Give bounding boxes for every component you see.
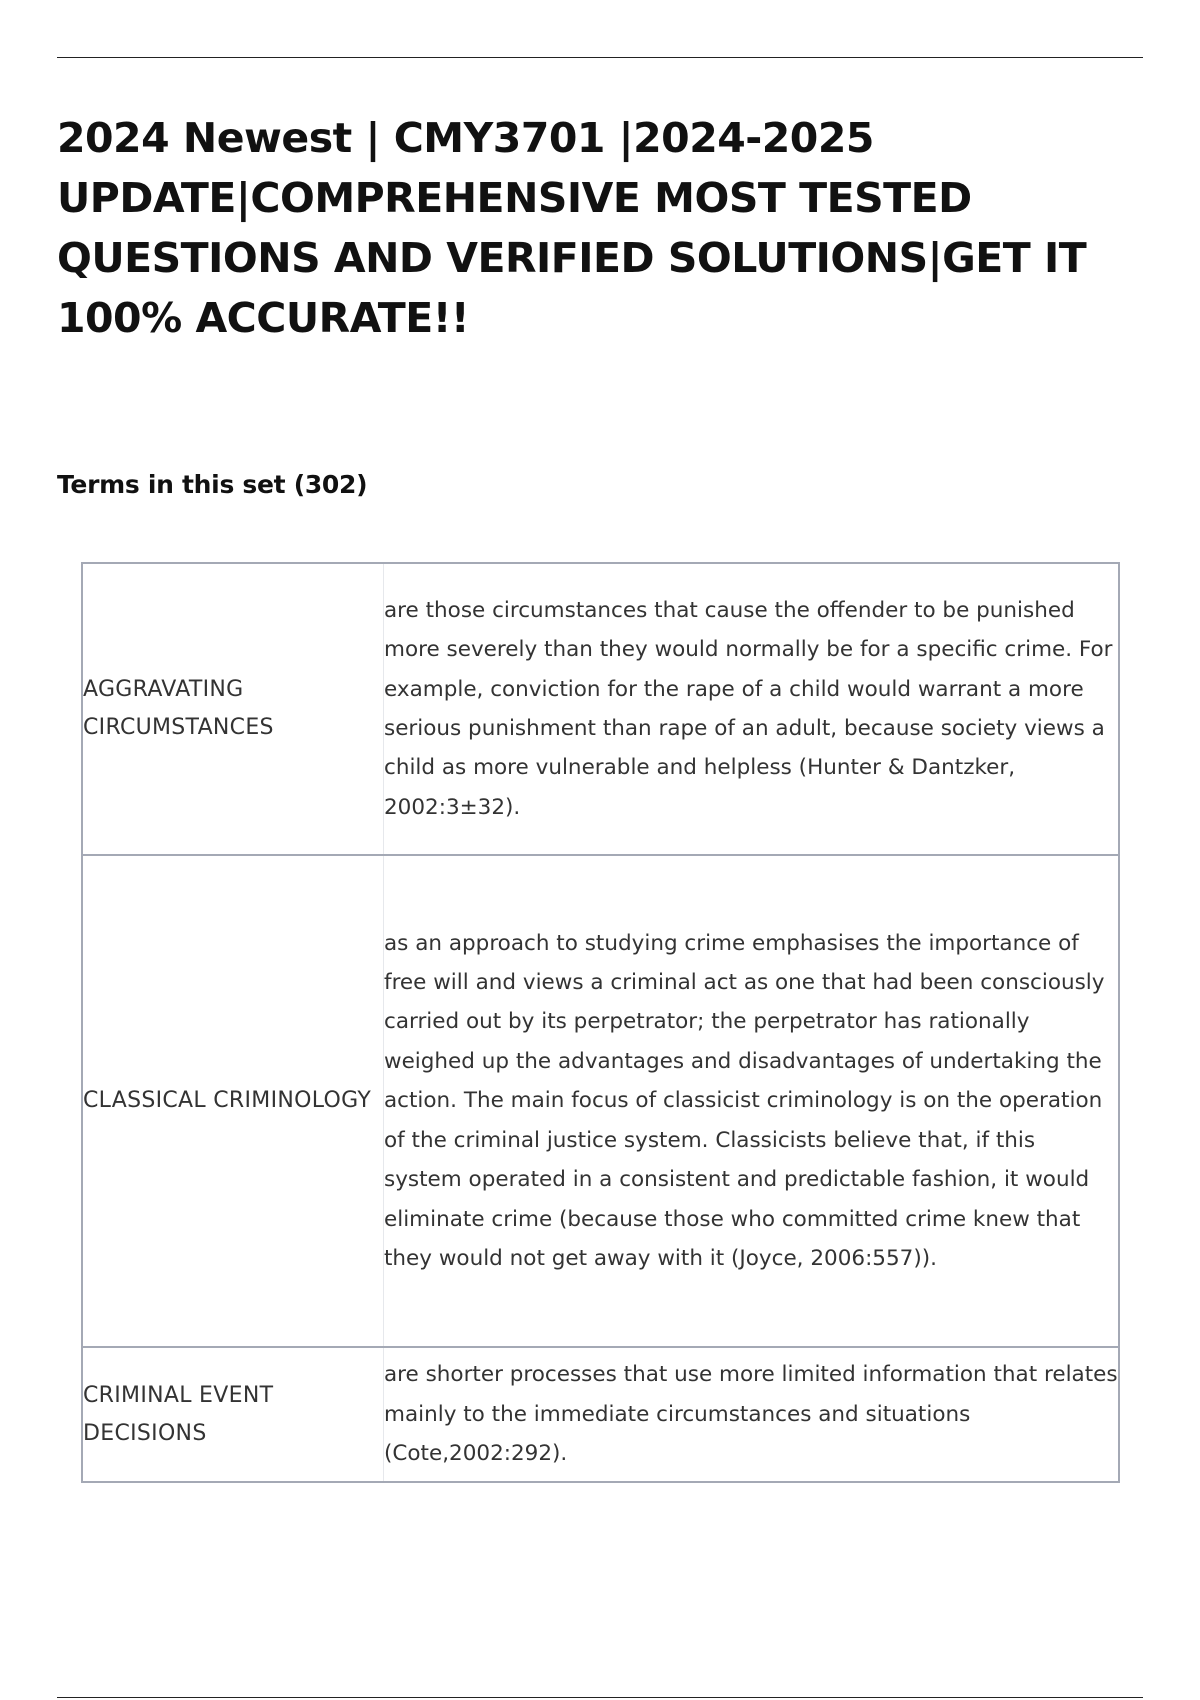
term-cell: CLASSICAL CRIMINOLOGY	[82, 855, 384, 1347]
definition-cell: as an approach to studying crime emphasises the importance of free will and views a criminal act as one that had been consciously carried out by its perpetrator; the perpetrator has rationally weighed up the advantages and disadvantages of undertaking the action. The main focus of classicist criminology is on the operation of the criminal justice system. Classicists believe that, if this system operated in a consistent and predictable fashion, it would eliminate crime (because those who committed crime knew that they would not get away with it (Joyce, 2006:557)).	[384, 930, 1105, 1271]
definition-cell: are shorter processes that use more limited information that relates mainly to the immediate circumstances and situations (Cote,2002:292).	[384, 1362, 1118, 1467]
table-row	[82, 855, 1119, 1347]
table-row	[82, 563, 1119, 855]
term-cell: CRIMINAL EVENT DECISIONS	[82, 1347, 384, 1482]
table-row	[82, 1347, 1119, 1482]
terms-heading: Terms in this set (302)	[57, 470, 368, 499]
footer-divider	[57, 1697, 1143, 1698]
term-cell: AGGRAVATING CIRCUMSTANCES	[82, 563, 384, 855]
header-divider	[57, 57, 1143, 58]
page-title: 2024 Newest | CMY3701 |2024-2025 UPDATE|COMPREHENSIVE MOST TESTED QUESTIONS AND VERIFIED SOLUTIONS|GET IT 100% ACCURATE!!	[57, 114, 1087, 342]
terms-table	[81, 562, 1120, 1483]
definition-cell: are those circumstances that cause the offender to be punished more severely than they would normally be for a specific crime. For example, conviction for the rape of a child would warrant a more serious punishment than rape of an adult, because society views a child as more vulnerable and helpless (Hunter & Dantzker, 2002:3±32).	[384, 597, 1113, 820]
